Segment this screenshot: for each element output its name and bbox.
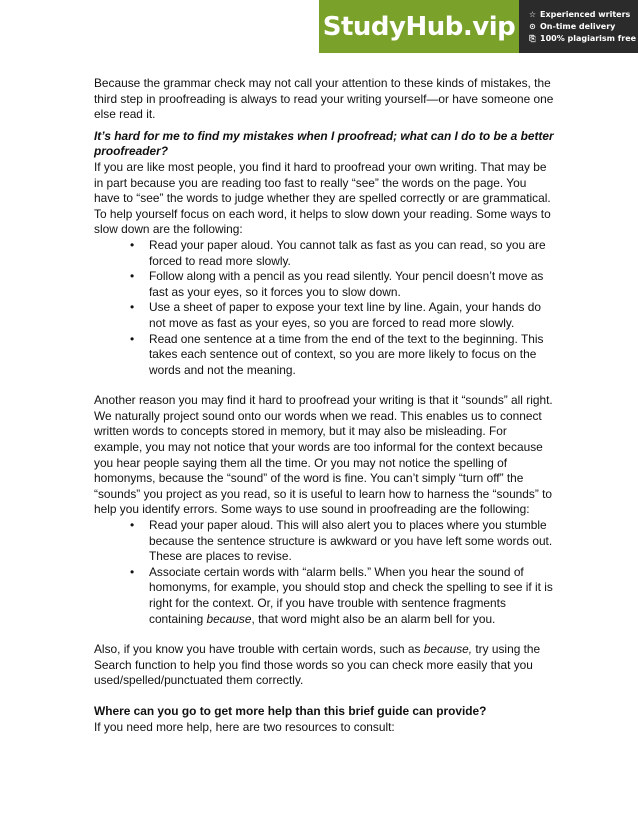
list-item — [112, 332, 554, 379]
list-item-text: Follow along with a pencil as you read silently. Your pencil doesn’t move as fast as your eyes, so it forces you to slow down. — [149, 269, 544, 299]
spacer — [94, 689, 554, 704]
feature-item — [528, 33, 638, 45]
feature-item — [528, 21, 638, 33]
section-heading: Where can you go to get more help than this brief guide can provide? — [94, 703, 487, 718]
star-icon: ☆ — [528, 9, 537, 19]
bullet: • — [130, 237, 135, 252]
bullet: • — [130, 300, 135, 315]
paragraph-sounds: Another reason you may find it hard to proofread your writing is that it “sounds” all right. We naturally project sound onto our words when we read. This enables us to connect written words to concepts stored in memory, but it may also be misleading. For example, you may not notice that your words are too informal for the context because you hear people saying them all the time. Or you may not notice the spelling of homonyms, because the “sound” of the word is fine. You can’t simply “turn off” the “sounds” you project as you read, so it is useful to learn how to harness the “sounds” to help you identify errors. Some ways to use sound in proofreading are the following: — [94, 393, 553, 517]
studyhub-banner[interactable] — [319, 0, 638, 53]
list-item-text: , that word might also be an alarm bell for you. — [251, 611, 496, 626]
emphasis-because: because — [206, 611, 252, 626]
sound-list — [112, 518, 554, 627]
text-run: try using the Search function to help you find those words so you can check more easily that you used/spelled/punctuated them correctly. — [94, 642, 541, 688]
paragraph-search — [94, 642, 554, 689]
slow-down-list — [112, 238, 554, 378]
spacer — [94, 627, 554, 642]
bullet: • — [130, 518, 135, 533]
list-item-text: Read your paper aloud. This will also alert you to places where you stumble because the sentence structure is awkward or you have left some words out. These are places to revise. — [149, 518, 553, 564]
emphasis-because: because, — [423, 642, 473, 657]
list-item — [112, 565, 554, 627]
feature-text: On-time delivery — [540, 21, 616, 31]
list-item — [112, 518, 554, 565]
list-item — [112, 300, 554, 331]
document-body — [94, 76, 554, 735]
feature-list — [519, 0, 638, 53]
feature-item — [528, 9, 638, 21]
text-run: Also, if you know you have trouble with certain words, such as — [94, 642, 424, 657]
list-item-text: Use a sheet of paper to expose your text line by line. Again, your hands do not move as fast as your eyes, so you are forced to read more slowly. — [149, 300, 541, 330]
paragraph-slow-down: If you are like most people, you find it hard to proofread your own writing. That may be in part because you are reading too fast to really “see” the words on the page. You have to “see” the words to judge whether they are spelled correctly or are grammatical. To help yourself focus on each word, it helps to slow down your reading. Some ways to slow down are the following: — [94, 159, 551, 237]
list-item — [112, 238, 554, 269]
feature-text: Experienced writers — [540, 9, 631, 19]
paragraph-resources: If you need more help, here are two resources to consult: — [94, 719, 395, 734]
list-item-text: Read one sentence at a time from the end of the text to the beginning. This takes each sentence out of context, so you are more likely to focus on the words and not the meaning. — [149, 331, 544, 377]
bullet: • — [130, 269, 135, 284]
spacer — [94, 378, 554, 393]
studyhub-logo[interactable] — [319, 0, 519, 53]
list-item-text: Associate certain words with “alarm bells.” When you hear the sound of homonyms, for example, you should stop and check the spelling to see if it is right for the context. Or, if you have trouble with sentence fragments containing — [149, 564, 553, 626]
question-heading: It’s hard for me to find my mistakes when I proofread; what can I do to be a better proofreader? — [94, 128, 554, 159]
bullet: • — [130, 331, 135, 346]
list-item — [112, 269, 554, 300]
list-item-text: Read your paper aloud. You cannot talk as fast as you can read, so you are forced to read more slowly. — [149, 237, 546, 268]
clock-icon: ⊙ — [529, 21, 536, 31]
copy-icon: ⎘ — [529, 33, 536, 43]
logo-text: StudyHub.vip — [322, 11, 516, 42]
intro-paragraph: Because the grammar check may not call your attention to these kinds of mistakes, the third step in proofreading is always to read your writing yourself—or have someone one else read it. — [94, 76, 554, 122]
bullet: • — [130, 564, 135, 579]
feature-text: 100% plagiarism free — [540, 33, 637, 43]
